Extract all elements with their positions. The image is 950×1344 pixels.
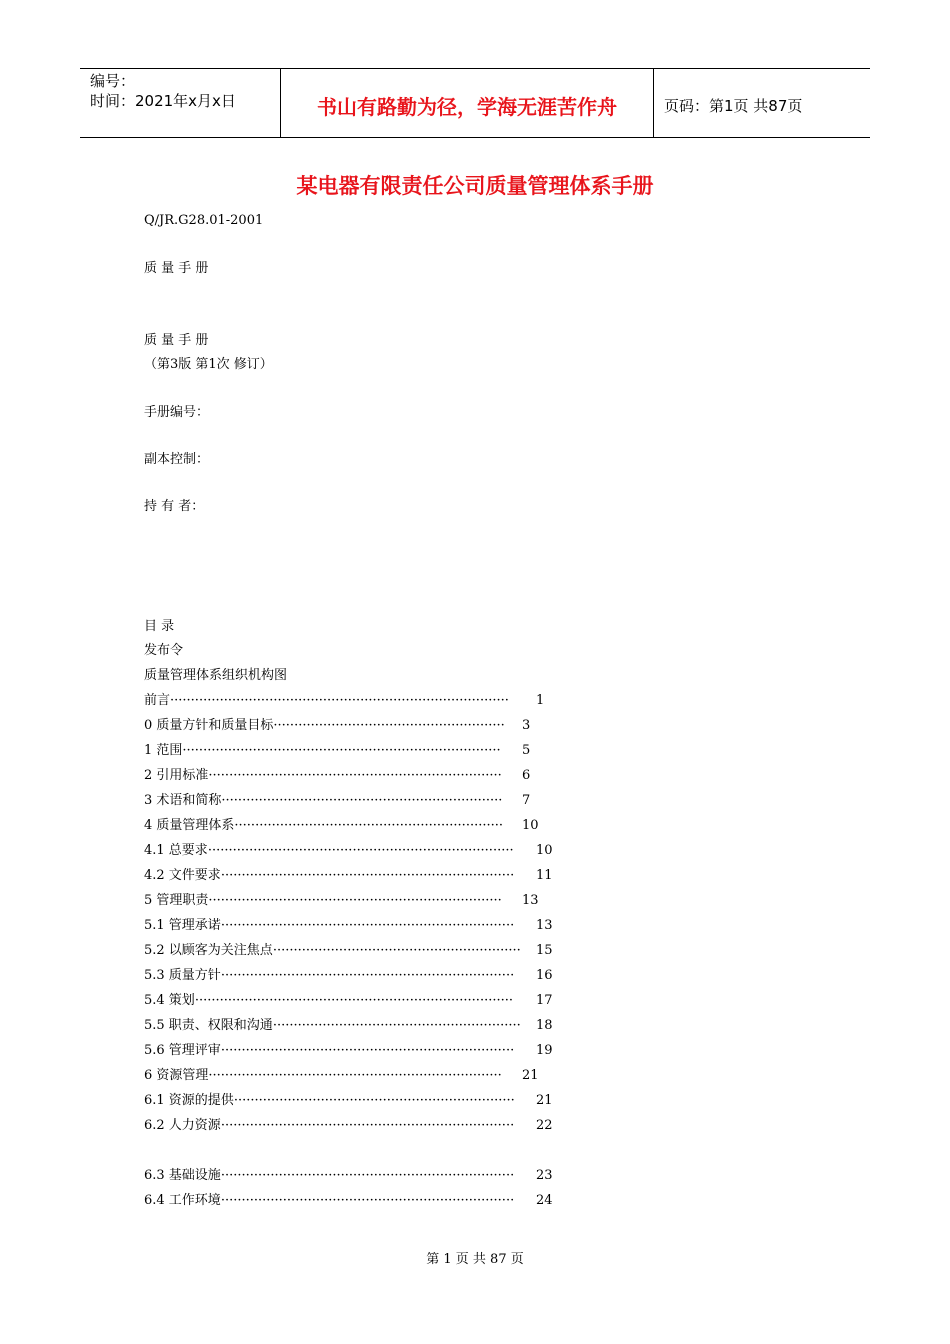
toc-dot-leader: ············································································· xyxy=(182,743,501,758)
toc-entry[interactable] xyxy=(144,1168,553,1184)
manual-label-2: 质 量 手 册 xyxy=(144,333,209,348)
toc-entry[interactable] xyxy=(144,968,553,984)
toc-entry[interactable] xyxy=(144,818,539,834)
time-label: 时间：2021年x月x日 xyxy=(90,92,236,110)
document-code: Q/JR.G28.01-2001 xyxy=(144,213,264,228)
toc-dot-leader: ······································································· xyxy=(220,868,515,883)
toc-entry-page: 21 xyxy=(536,1093,553,1108)
toc-entry-page: 19 xyxy=(536,1043,553,1058)
toc-entry[interactable] xyxy=(144,743,530,759)
toc-entry-label: 6.1 资源的提供 xyxy=(144,1093,234,1108)
manual-label-1: 质 量 手 册 xyxy=(144,261,209,276)
toc-entry-page: 21 xyxy=(522,1068,539,1083)
toc-entry[interactable] xyxy=(144,693,544,709)
toc-entry-page: 22 xyxy=(536,1118,553,1133)
page-footer: 第 1 页 共 87 页 xyxy=(426,1252,524,1267)
toc-entry-page: 11 xyxy=(536,868,553,883)
holder: 持 有 者： xyxy=(144,499,205,514)
toc-entry[interactable] xyxy=(144,843,553,859)
toc-entry-label: 2 引用标准 xyxy=(144,768,209,783)
toc-entry-label: 5.4 策划 xyxy=(144,993,195,1008)
toc-dot-leader: ······································································· xyxy=(220,1043,515,1058)
toc-entry-page: 15 xyxy=(536,943,553,958)
toc-entry-label: 5.1 管理承诺 xyxy=(144,918,221,933)
header-meta xyxy=(80,69,281,137)
toc-entry-label: 4.2 文件要求 xyxy=(144,868,221,883)
toc-entry[interactable] xyxy=(144,793,530,809)
toc-entry-label: 6.3 基础设施 xyxy=(144,1168,221,1183)
toc-dot-leader: ························································ xyxy=(273,718,505,733)
toc-entry[interactable] xyxy=(144,918,553,934)
toc-entry[interactable] xyxy=(144,868,553,884)
toc-dot-leader: ······································································· xyxy=(220,1193,515,1208)
toc-entry-label: 3 术语和简称 xyxy=(144,793,222,808)
toc-dot-leader: ······································································· xyxy=(220,1168,515,1183)
toc-entry-page: 13 xyxy=(522,893,539,908)
toc-entry-page: 18 xyxy=(536,1018,553,1033)
toc-entry-page: 13 xyxy=(536,918,553,933)
toc-entry[interactable] xyxy=(144,943,553,959)
toc-entry[interactable] xyxy=(144,768,530,784)
toc-entry-label: 前言 xyxy=(144,693,171,708)
toc-entry-label: 1 范围 xyxy=(144,743,183,758)
toc-entry-label: 4 质量管理体系 xyxy=(144,818,235,833)
toc-dot-leader: ······································································· xyxy=(220,968,515,983)
toc-entry-page: 7 xyxy=(522,793,531,808)
edition-info: （第3版 第1次 修订） xyxy=(144,357,273,372)
toc-entry-label: 5.2 以顾客为关注焦点 xyxy=(144,943,273,958)
toc-entry[interactable] xyxy=(144,1193,553,1209)
toc-dot-leader: ······································································· xyxy=(208,1068,502,1083)
toc-pre-item: 发布令 xyxy=(144,643,184,658)
toc-entry-page: 17 xyxy=(536,993,553,1008)
toc-dot-leader: ············································································· xyxy=(194,993,514,1008)
toc-entry-page: 24 xyxy=(536,1193,553,1208)
toc-entry[interactable] xyxy=(144,893,539,909)
toc-entry[interactable] xyxy=(144,1118,553,1134)
toc-entry-label: 6 资源管理 xyxy=(144,1068,209,1083)
toc-entry-page: 3 xyxy=(522,718,531,733)
toc-entry-page: 5 xyxy=(522,743,531,758)
toc-entry-label: 0 质量方针和质量目标 xyxy=(144,718,274,733)
toc-dot-leader: ···································································· xyxy=(233,1093,515,1108)
toc-dot-leader: ·········································································· xyxy=(207,843,514,858)
toc-pre-item: 质量管理体系组织机构图 xyxy=(144,668,288,683)
header-page-info: 页码：第1页 共87页 xyxy=(664,96,803,115)
toc-entry[interactable] xyxy=(144,1093,553,1109)
header-motto: 书山有路勤为径，学海无涯苦作舟 xyxy=(281,69,654,137)
toc-entry[interactable] xyxy=(144,1068,539,1084)
toc-dot-leader: ···························································· xyxy=(272,1018,521,1033)
page-header xyxy=(80,68,870,138)
toc-entry-label: 6.2 人力资源 xyxy=(144,1118,221,1133)
toc-entry-page: 10 xyxy=(522,818,539,833)
toc-heading: 目 录 xyxy=(144,619,175,634)
toc-entry[interactable] xyxy=(144,1043,553,1059)
toc-dot-leader: ······································································· xyxy=(220,1118,515,1133)
toc-entry-page: 1 xyxy=(536,693,545,708)
toc-entry-label: 5.3 质量方针 xyxy=(144,968,221,983)
toc-dot-leader: ······································································· xyxy=(208,768,502,783)
toc-dot-leader: ································································· xyxy=(234,818,504,833)
manual-number: 手册编号： xyxy=(144,405,210,420)
toc-entry[interactable] xyxy=(144,718,530,734)
toc-dot-leader: ···························································· xyxy=(272,943,521,958)
copy-control: 副本控制： xyxy=(144,452,210,467)
toc-entry[interactable] xyxy=(144,1018,553,1034)
toc-entry[interactable] xyxy=(144,993,553,1009)
toc-dot-leader: ·················································································· xyxy=(170,693,509,708)
toc-entry-label: 4.1 总要求 xyxy=(144,843,208,858)
toc-entry-label: 5.6 管理评审 xyxy=(144,1043,221,1058)
toc-dot-leader: ······································································· xyxy=(208,893,502,908)
toc-entry-page: 16 xyxy=(536,968,553,983)
toc-entry-page: 10 xyxy=(536,843,553,858)
document-title: 某电器有限责任公司质量管理体系手册 xyxy=(296,174,654,198)
toc-entry-label: 6.4 工作环境 xyxy=(144,1193,221,1208)
toc-entry-page: 6 xyxy=(522,768,531,783)
toc-entry-label: 5.5 职责、权限和沟通 xyxy=(144,1018,273,1033)
toc-entry-page: 23 xyxy=(536,1168,553,1183)
toc-entry-label: 5 管理职责 xyxy=(144,893,209,908)
toc-dot-leader: ···································································· xyxy=(221,793,503,808)
toc-dot-leader: ······································································· xyxy=(220,918,515,933)
code-label: 编号： xyxy=(90,72,136,90)
